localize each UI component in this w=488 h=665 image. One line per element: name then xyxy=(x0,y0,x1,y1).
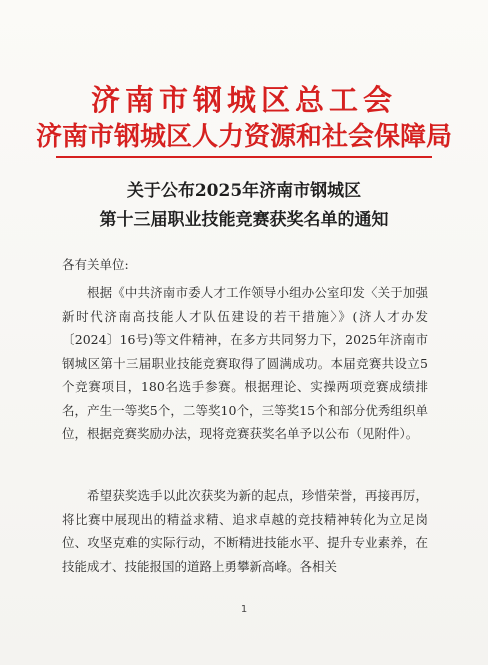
document-title-line-1: 关于公布2025年济南市钢城区 xyxy=(126,181,362,201)
paragraph-2: 希望获奖选手以此次获奖为新的起点，珍惜荣誉，再接再厉，将比赛中展现出的精益求精、追求卓越的竞技精神转化为立足岗位、攻坚克难的实际行动，不断精进技能水平、提升专业素养，在技能成才、技能报国的道路上勇攀新高峰。各相关 xyxy=(62,488,428,574)
letterhead-org-1: 济南市钢城区总工会 xyxy=(90,83,397,117)
letterhead-divider xyxy=(56,156,432,158)
document-title-line-2: 第十三届职业技能竞赛获奖名单的通知 xyxy=(99,210,389,230)
letterhead-org-2: 济南市钢城区人力资源和社会保障局 xyxy=(35,122,452,152)
salutation: 各有关单位: xyxy=(62,257,129,272)
page-number: 1 xyxy=(240,604,248,615)
paragraph-1: 根据《中共济南市委人才工作领导小组办公室印发〈关于加强新时代济南高技能人才队伍建设的若干措施〉》(济人才办发〔2024〕16号)等文件精神，在多方共同努力下，2025年济南市钢城区第十三届职业技能竞赛取得了圆满成功。本届竞赛共设立5个竞赛项目，180名选手参赛。根据理论、实操两项竞赛成绩排名，产生一等奖5个，二等奖10个，三等奖15个和部分优秀组织单位，根据竞赛奖励办法，现将竞赛获奖名单予以公布（见附件）。 xyxy=(62,285,428,441)
